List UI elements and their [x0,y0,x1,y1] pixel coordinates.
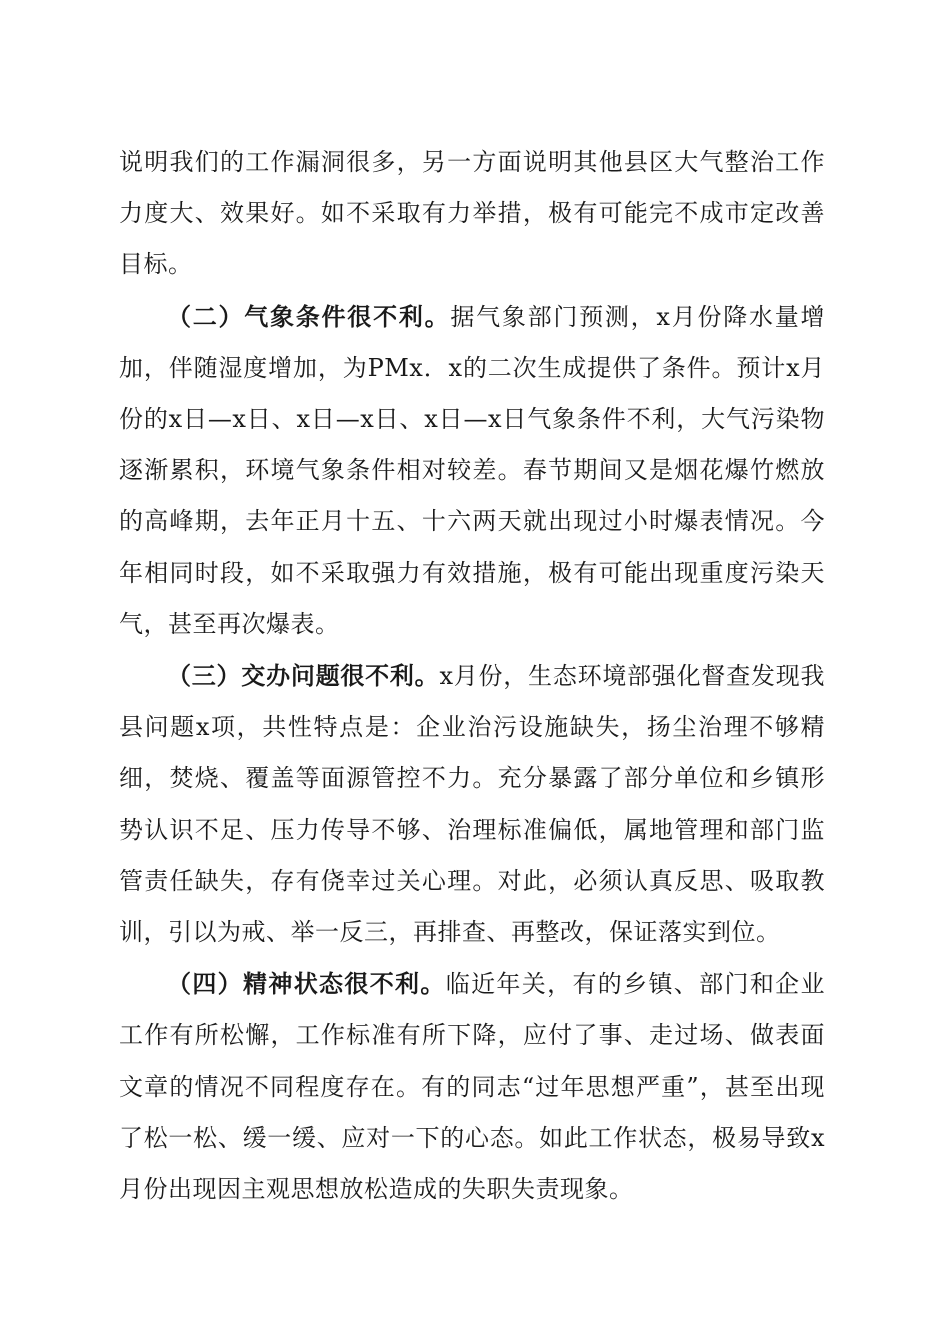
paragraph-text: 临近年关，有的乡镇、部门和企业工作有所松懈，工作标准有所下降，应付了事、走过场、做表面文章的情况不同程度存在。有的同志“过年思想严重”，甚至出现了松一松、缓一缓、应对一下的心态。如此工作状态，极易导致x月份出现因主观思想放松造成的失职失责现象。 [119,970,826,1204]
paragraph-weather-conditions [119,291,825,650]
paragraph-mental-state [119,958,825,1215]
paragraph-text: 据气象部门预测，x月份降水量增加，伴随湿度增加，为PMx．x的二次生成提供了条件。预计x月份的x日—x日、x日—x日、x日—x日气象条件不利，大气污染物逐渐累积，环境气象条件相对较差。春节期间又是烟花爆竹燃放的高峰期，去年正月十五、十六两天就出现过小时爆表情况。今年相同时段，如不采取强力有效措施，极有可能出现重度污染天气，甚至再次爆表。 [119,302,825,638]
paragraph-text: x月份，生态环境部强化督查发现我县问题x项，共性特点是：企业治污设施缺失，扬尘治理不够精细，焚烧、覆盖等面源管控不力。充分暴露了部分单位和乡镇形势认识不足、压力传导不够、治理标准偏低，属地管理和部门监管责任缺失，存有侥幸过关心理。对此，必须认真反思、吸取教训，引以为戒、举一反三，再排查、再整改，保证落实到位。 [119,662,825,947]
paragraph-heading: （四）精神状态很不利。 [167,969,446,999]
paragraph-continuation [119,137,825,291]
paragraph-heading: （三）交办问题很不利。 [167,661,440,691]
document-body [119,137,825,1215]
paragraph-heading: （二）气象条件很不利。 [167,301,451,331]
paragraph-text: 说明我们的工作漏洞很多，另一方面说明其他县区大气整治工作力度大、效果好。如不采取有力举措，极有可能完不成市定改善目标。 [119,148,825,279]
paragraph-assigned-issues [119,650,825,958]
